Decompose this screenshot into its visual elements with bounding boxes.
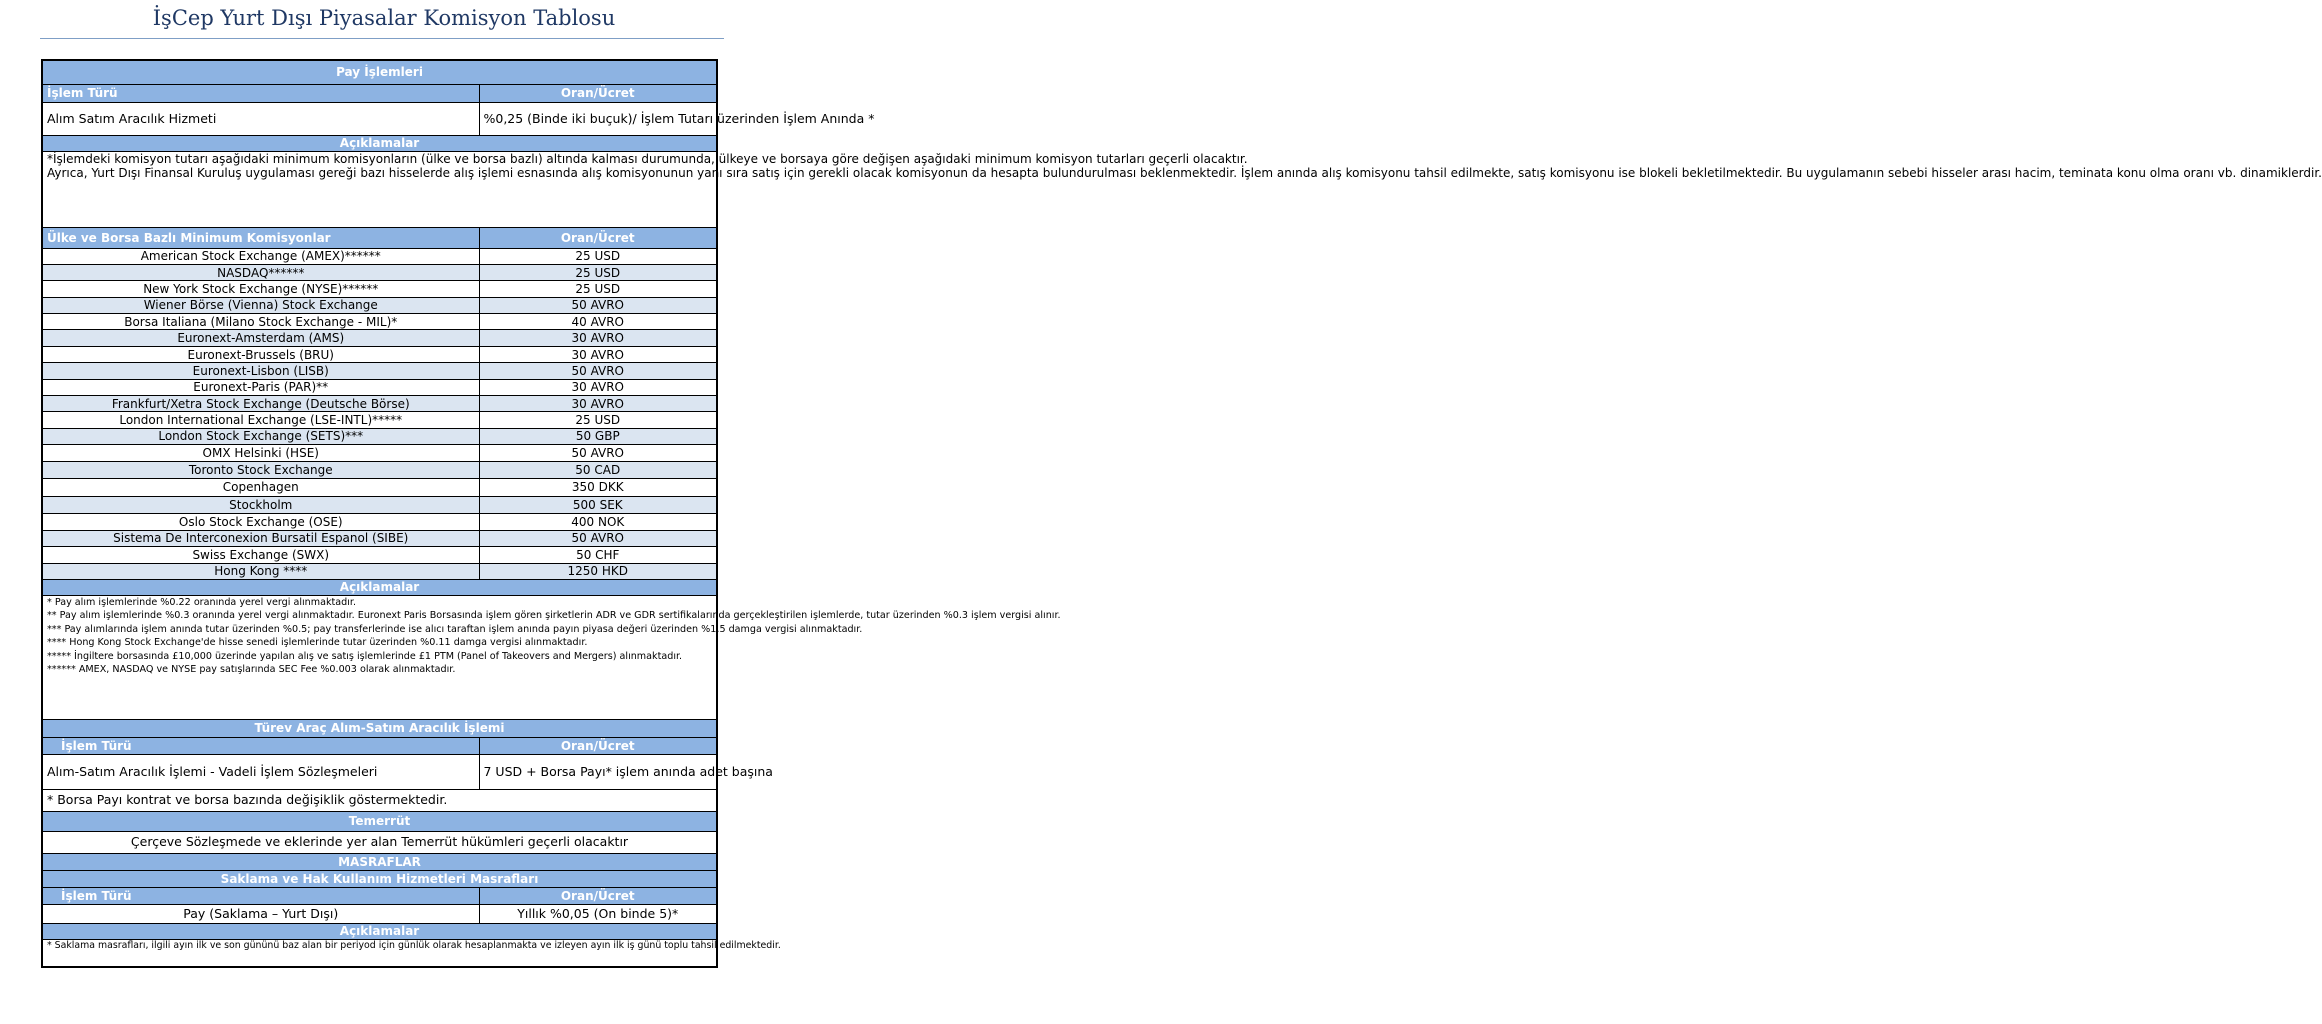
exchange-name: Euronext-Brussels (BRU): [42, 346, 479, 362]
table-row: [42, 547, 717, 563]
exchange-fee: 25 USD: [479, 281, 717, 297]
exchange-fee: 50 AVRO: [479, 530, 717, 546]
table-row: [42, 428, 717, 444]
exchange-fee: 30 AVRO: [479, 396, 717, 412]
exchange-fee: 500 SEK: [479, 496, 717, 514]
exchange-name: Euronext-Lisbon (LISB): [42, 363, 479, 379]
exchange-name: Euronext-Amsterdam (AMS): [42, 330, 479, 346]
deriv-col-header-oran: Oran/Ücret: [479, 737, 717, 754]
exchange-fee: 50 AVRO: [479, 297, 717, 313]
minimum-note-line: **** Hong Kong Stock Exchange'de hisse senedi işlemlerinde tutar üzerinden %0.11 damga vergisi alınmaktadır.: [47, 637, 588, 649]
table-row: [42, 563, 717, 579]
exchange-name: Hong Kong ****: [42, 563, 479, 579]
pay-note-2: Ayrıca, Yurt Dışı Finansal Kuruluş uygulaması gereği bazı hisselerde alış işlemi esnasında alış komisyonunun yanı sıra satış için gerekli olacak komisyonun da hesapta bulundurulması beklenmektedir. İşlem anında alış komisyonu tahsil edilmekte, satış komisyonu ise blokeli bekletilmektedir. Bu uygulamanın sebebi hisseler arası hacim, teminata konu olma oranı vb. dinamiklerdir.: [47, 165, 2322, 180]
exchange-name: Sistema De Interconexion Bursatil Espanol (SIBE): [42, 530, 479, 546]
custody-service-rate: Yıllık %0,05 (On binde 5)*: [479, 904, 717, 923]
table-row: [42, 314, 717, 330]
table-row: [42, 379, 717, 395]
deriv-service-label: Alım-Satım Aracılık İşlemi - Vadeli İşlem Sözleşmeleri: [42, 754, 479, 789]
exchange-name: American Stock Exchange (AMEX)******: [42, 248, 479, 264]
minimum-commission-list: [42, 248, 717, 579]
table-row: [42, 248, 717, 264]
exchange-name: Swiss Exchange (SWX): [42, 547, 479, 563]
exchange-fee: 400 NOK: [479, 514, 717, 530]
exchange-fee: 25 USD: [479, 412, 717, 428]
exchange-fee: 50 AVRO: [479, 363, 717, 379]
table-row: [42, 479, 717, 497]
exchange-fee: 1250 HKD: [479, 563, 717, 579]
exchange-name: London International Exchange (LSE-INTL)*****: [42, 412, 479, 428]
minimum-note-line: *** Pay alımlarında işlem anında tutar üzerinden %0.5; pay transferlerinde ise alıcı taraftan işlem anında payın piyasa değeri üzerinden %1.5 damga vergisi alınmaktadır.: [47, 623, 863, 635]
table-row: [42, 396, 717, 412]
exchange-fee: 30 AVRO: [479, 379, 717, 395]
section-header-derivatives: Türev Araç Alım-Satım Aracılık İşlemi: [42, 719, 717, 737]
minimum-note-line: * Pay alım işlemlerinde %0.22 oranında yerel vergi alınmaktadır.: [47, 596, 357, 608]
table-row: [42, 363, 717, 379]
minimum-note-line: ** Pay alım işlemlerinde %0.3 oranında yerel vergi alınmaktadır. Euronext Paris Borsasında işlem gören şirketlerin ADR ve GDR sertifikalarında gerçekleştirilen işlemlerde, tutar üzerinden %0.3 işlem vergisi alınır.: [47, 610, 1061, 622]
notes-header-expenses: Açıklamalar: [42, 923, 717, 939]
exchange-name: London Stock Exchange (SETS)***: [42, 428, 479, 444]
exchange-name: OMX Helsinki (HSE): [42, 445, 479, 461]
table-row: [42, 496, 717, 514]
exchange-name: NASDAQ******: [42, 264, 479, 280]
exchange-name: Borsa Italiana (Milano Stock Exchange - MIL)*: [42, 314, 479, 330]
exchange-name: Euronext-Paris (PAR)**: [42, 379, 479, 395]
deriv-service-rate: 7 USD + Borsa Payı* işlem anında adet başına: [479, 754, 717, 789]
pay-notes: [42, 151, 2322, 227]
minimum-notes: [42, 595, 1061, 719]
default-text: Çerçeve Sözleşmede ve eklerinde yer alan Temerrüt hükümleri geçerli olacaktır: [42, 831, 717, 853]
table-row: [42, 461, 717, 479]
table-row: [42, 264, 717, 280]
section-header-default: Temerrüt: [42, 811, 717, 831]
exchange-fee: 50 CHF: [479, 547, 717, 563]
col-header-minimums: Ülke ve Borsa Bazlı Minimum Komisyonlar: [42, 227, 479, 248]
exchange-name: Toronto Stock Exchange: [42, 461, 479, 479]
table-row: [42, 297, 717, 313]
minimum-note-line: ***** İngiltere borsasında £10,000 üzerinde yapılan alış ve satış işlemlerinde £1 PTM (Panel of Takeovers and Mergers) alınmaktadır.: [47, 650, 683, 662]
table-row: [42, 346, 717, 362]
exchange-fee: 25 USD: [479, 264, 717, 280]
title-divider: [40, 38, 724, 39]
exchange-fee: 50 GBP: [479, 428, 717, 444]
commission-table: [41, 59, 2322, 968]
minimum-note-line: ****** AMEX, NASDAQ ve NYSE pay satışlarında SEC Fee %0.003 olarak alınmaktadır.: [47, 664, 456, 676]
subheader-custody: Saklama ve Hak Kullanım Hizmetleri Masrafları: [42, 870, 717, 887]
table-row: [42, 530, 717, 546]
exchange-fee: 30 AVRO: [479, 346, 717, 362]
deriv-col-header-islem: İşlem Türü: [42, 737, 479, 754]
table-row: [42, 412, 717, 428]
exchange-fee: 25 USD: [479, 248, 717, 264]
pay-service-rate: %0,25 (Binde iki buçuk)/ İşlem Tutarı üzerinden İşlem Anında *: [479, 102, 717, 135]
table-row: [42, 514, 717, 530]
exchange-name: Oslo Stock Exchange (OSE): [42, 514, 479, 530]
deriv-note: * Borsa Payı kontrat ve borsa bazında değişiklik göstermektedir.: [42, 789, 717, 811]
exchange-name: New York Stock Exchange (NYSE)******: [42, 281, 479, 297]
pay-service-label: Alım Satım Aracılık Hizmeti: [42, 102, 479, 135]
exp-col-header-islem: İşlem Türü: [42, 887, 479, 904]
exchange-fee: 50 CAD: [479, 461, 717, 479]
table-row: [42, 281, 717, 297]
custody-note: * Saklama masrafları, ilgili ayın ilk ve son gününü baz alan bir periyod için günlük olarak hesaplanmakta ve izleyen ayın ilk iş günü toplu tahsil edilmektedir.: [42, 939, 717, 967]
col-header-islem-turu: İşlem Türü: [42, 84, 479, 102]
exchange-name: Copenhagen: [42, 479, 479, 497]
exchange-name: Wiener Börse (Vienna) Stock Exchange: [42, 297, 479, 313]
table-row: [42, 330, 717, 346]
pay-note-1: *İşlemdeki komisyon tutarı aşağıdaki minimum komisyonların (ülke ve borsa bazlı) altında kalması durumunda, ülkeye ve borsaya göre değişen aşağıdaki minimum komisyon tutarları geçerli olacaktır.: [47, 151, 1248, 166]
col-header-oran: Oran/Ücret: [479, 84, 717, 102]
exp-col-header-oran: Oran/Ücret: [479, 887, 717, 904]
exchange-name: Frankfurt/Xetra Stock Exchange (Deutsche Börse): [42, 396, 479, 412]
exchange-fee: 50 AVRO: [479, 445, 717, 461]
notes-header-pay: Açıklamalar: [42, 135, 717, 151]
exchange-fee: 30 AVRO: [479, 330, 717, 346]
exchange-fee: 350 DKK: [479, 479, 717, 497]
col-header-minimums-fee: Oran/Ücret: [479, 227, 717, 248]
section-header-expenses: MASRAFLAR: [42, 853, 717, 870]
page-title: İşCep Yurt Dışı Piyasalar Komisyon Tablosu: [152, 6, 616, 30]
custody-service-label: Pay (Saklama – Yurt Dışı): [42, 904, 479, 923]
exchange-name: Stockholm: [42, 496, 479, 514]
section-header-pay: Pay İşlemleri: [42, 60, 717, 84]
table-row: [42, 445, 717, 461]
notes-header-minimums: Açıklamalar: [42, 579, 717, 595]
exchange-fee: 40 AVRO: [479, 314, 717, 330]
